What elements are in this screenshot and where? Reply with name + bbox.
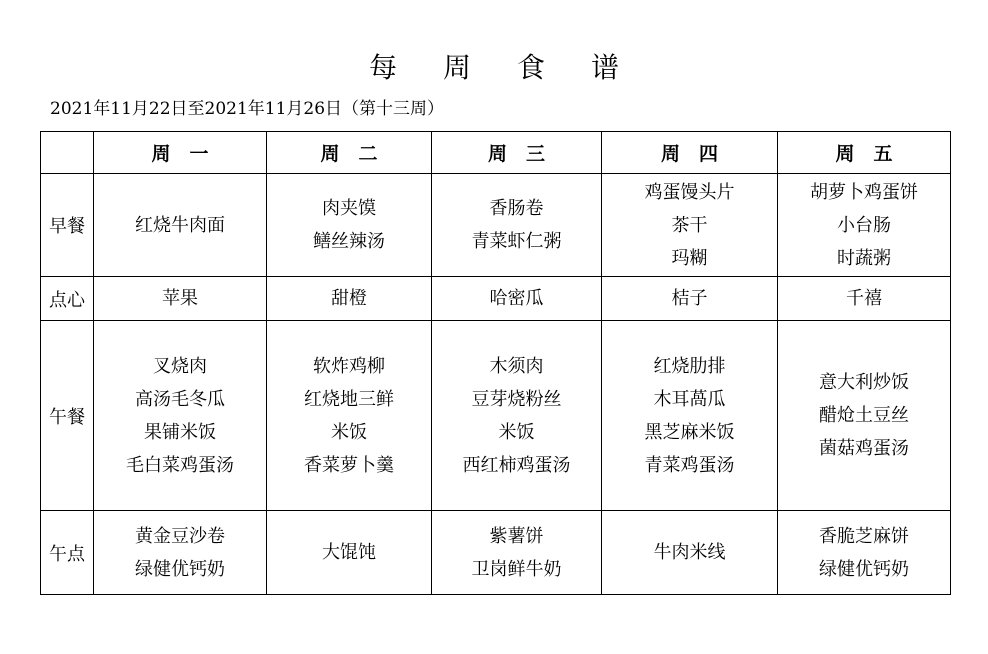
dish: 红烧牛肉面 xyxy=(135,214,225,236)
dish: 米饭 xyxy=(498,421,535,443)
menu-cell xyxy=(432,174,602,277)
menu-cell xyxy=(778,321,951,511)
menu-cell xyxy=(94,277,267,321)
day-header-fri xyxy=(778,132,951,174)
dish: 香肠卷 xyxy=(489,198,544,219)
dish: 千禧 xyxy=(846,288,882,309)
dish: 叉烧肉 xyxy=(153,355,207,377)
menu-cell xyxy=(94,511,267,595)
day-label: 周 四 xyxy=(660,143,718,165)
dish: 香菜萝卜羹 xyxy=(304,454,394,476)
dish: 小台肠 xyxy=(837,214,891,236)
menu-cell xyxy=(432,321,602,511)
dish: 青菜鸡蛋汤 xyxy=(644,454,735,476)
dish: 桔子 xyxy=(671,288,708,309)
dish: 菌菇鸡蛋汤 xyxy=(819,438,909,459)
meal-row-afternoon-snack xyxy=(41,511,951,595)
day-header-tue xyxy=(267,132,432,174)
meal-label: 早餐 xyxy=(41,174,94,277)
menu-cell xyxy=(94,321,267,511)
menu-cell xyxy=(778,174,951,277)
dish: 大馄饨 xyxy=(322,542,376,563)
day-label: 周 三 xyxy=(487,143,545,165)
dish: 果铺米饭 xyxy=(144,421,216,443)
dish: 意大利炒饭 xyxy=(819,372,909,393)
menu-cell xyxy=(602,321,778,511)
meal-label: 午餐 xyxy=(41,321,94,511)
date-range: 2021年11月22日至2021年11月26日（第十三周） xyxy=(50,99,445,119)
menu-cell xyxy=(267,511,432,595)
day-label: 周 五 xyxy=(835,143,893,165)
day-header-thu xyxy=(602,132,778,174)
dish: 茶干 xyxy=(671,214,708,236)
dish: 黄金豆沙卷 xyxy=(135,525,225,547)
menu-cell xyxy=(267,321,432,511)
dish: 毛白菜鸡蛋汤 xyxy=(126,454,234,476)
day-label: 周 一 xyxy=(151,143,209,165)
menu-cell xyxy=(602,277,778,321)
header-row xyxy=(41,132,951,174)
dish: 哈密瓜 xyxy=(489,288,544,309)
menu-cell xyxy=(267,277,432,321)
dish: 木耳萵瓜 xyxy=(653,388,726,410)
dish: 肉夹馍 xyxy=(322,198,376,219)
meal-row-lunch xyxy=(41,321,951,511)
dish: 玛糊 xyxy=(671,247,708,269)
dish: 香脆芝麻饼 xyxy=(819,525,909,547)
menu-cell xyxy=(432,277,602,321)
dish: 苹果 xyxy=(162,288,198,309)
dish: 软炸鸡柳 xyxy=(313,355,385,377)
menu-cell xyxy=(432,511,602,595)
dish: 青菜虾仁粥 xyxy=(471,231,562,252)
menu-cell xyxy=(602,174,778,277)
dish: 绿健优钙奶 xyxy=(135,558,225,580)
menu-cell xyxy=(94,174,267,277)
meal-label: 点心 xyxy=(41,277,94,321)
corner-cell xyxy=(41,132,94,174)
meal-row-snack xyxy=(41,277,951,321)
page-title: 每周食谱 xyxy=(368,51,665,84)
menu-cell xyxy=(778,277,951,321)
day-label: 周 二 xyxy=(320,143,378,165)
dish: 红烧地三鲜 xyxy=(304,388,394,410)
meal-label: 午点 xyxy=(41,511,94,595)
menu-cell xyxy=(778,511,951,595)
dish: 醋炝土豆丝 xyxy=(819,405,909,426)
dish: 甜橙 xyxy=(331,288,367,309)
dish: 绿健优钙奶 xyxy=(819,558,909,580)
meal-row-breakfast xyxy=(41,174,951,277)
dish: 鳝丝辣汤 xyxy=(313,231,385,252)
dish: 鸡蛋馒头片 xyxy=(644,181,735,203)
dish: 高汤毛冬瓜 xyxy=(135,388,225,410)
dish: 米饭 xyxy=(331,421,367,443)
dish: 胡萝卜鸡蛋饼 xyxy=(810,181,918,203)
dish: 牛肉米线 xyxy=(653,542,726,563)
dish: 木须肉 xyxy=(489,355,544,377)
day-header-wed xyxy=(432,132,602,174)
menu-cell xyxy=(267,174,432,277)
dish: 时蔬粥 xyxy=(837,247,891,269)
dish: 红烧肋排 xyxy=(653,355,726,377)
menu-table xyxy=(40,131,951,595)
dish: 黑芝麻米饭 xyxy=(644,421,735,443)
menu-cell xyxy=(602,511,778,595)
dish: 卫岗鲜牛奶 xyxy=(471,558,562,580)
dish: 豆芽烧粉丝 xyxy=(471,388,562,410)
dish: 紫薯饼 xyxy=(489,525,544,547)
dish: 西红柿鸡蛋汤 xyxy=(462,454,571,476)
day-header-mon xyxy=(94,132,267,174)
